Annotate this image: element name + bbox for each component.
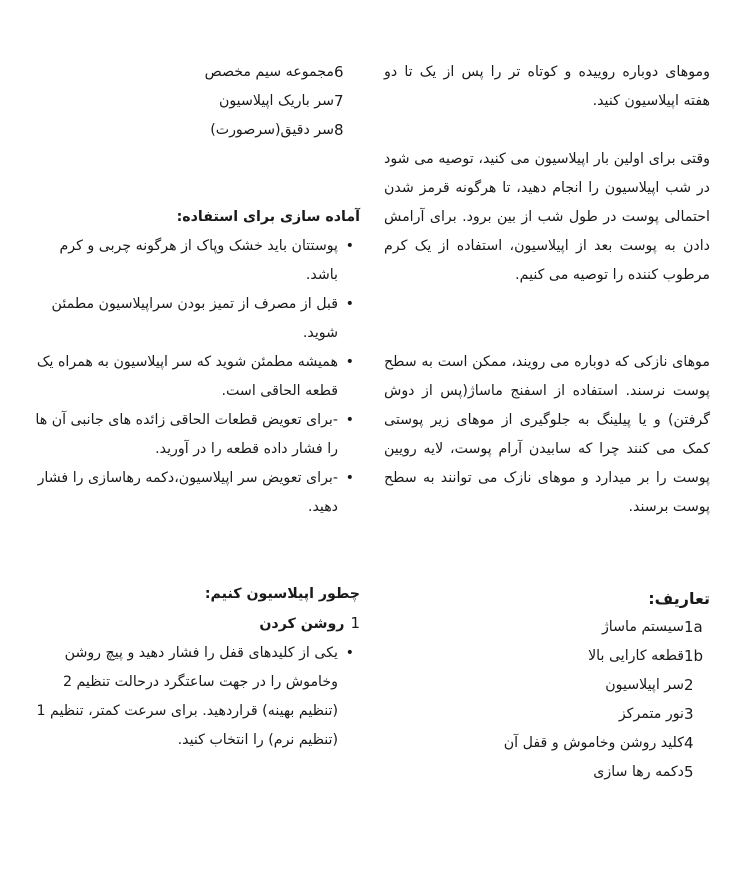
- left-column: [28, 58, 360, 755]
- list-item: 1a سیستم ماساژ: [601, 618, 703, 636]
- preparation-list: [28, 232, 360, 522]
- list-item: 5 دکمه رها سازی: [593, 763, 694, 781]
- first-use-paragraph: وقتی برای اولین بار اپیلاسیون می کنید، توصیه می شود در شب اپیلاسیون را انجام دهید، تا هرگونه قرمز شدن احتمالی پوست در طول شب از بین برود. برای آرامش دادن به پوست بعد از اپیلاسیون، استفاده از یک کرم مرطوب کننده را توصیه می کنیم.: [384, 151, 710, 283]
- list-item: 2 سر اپیلاسیون: [605, 676, 694, 694]
- step-1-title: 1روشن کردن: [259, 614, 360, 632]
- step-1-list: [28, 639, 360, 755]
- definitions-list-continued: [28, 58, 360, 145]
- list-item: 6 مجموعه سیم مخصص: [204, 63, 344, 81]
- step-number: 1: [350, 614, 360, 632]
- preparation-heading: آماده سازی برای استفاده:: [176, 209, 360, 225]
- list-item: 4 کلید روشن وخاموش و قفل آن: [503, 734, 694, 752]
- how-to-heading: چطور اپیلاسیون کنیم:: [204, 586, 360, 602]
- list-item: 7 سر باریک اپیلاسیون: [218, 92, 344, 110]
- definitions-heading: تعاریف:: [648, 589, 710, 608]
- list-item: • پوستتان باید خشک وپاک از هرگونه چربی و کرم باشد.: [28, 232, 360, 290]
- list-item: • یکی از کلیدهای قفل را فشار دهید و پیچ روشن وخاموش را در جهت ساعتگرد درحالت تنظیم 2 (تنظیم بهینه) قراردهید. برای سرعت کمتر، تنظیم 1 (تنظیم نرم) را انتخاب کنید.: [28, 639, 360, 755]
- list-item: • -برای تعویض قطعات الحاقی زائده های جانبی آن ها را فشار داده قطعه را در آورید.: [28, 406, 360, 464]
- right-column: [384, 58, 710, 787]
- ingrown-hair-paragraph: موهای نازکی که دوباره می رویند، ممکن است به سطح پوست نرسند. استفاده از اسفنج ماساژ(پس از دوش گرفتن) و یا پیلینگ به جلوگیری از موهای زیر پوستی کمک می کنند چرا که سابیدن آرام پوست، لایه رویین پوست را بر میدارد و موهای نازک می توانند به سطح پوست برسند.: [384, 354, 710, 515]
- definitions-list: [384, 613, 710, 787]
- list-item: 8 سر دقیق(سرصورت): [210, 121, 344, 139]
- list-item: 1b قطعه کارایی بالا: [588, 647, 704, 665]
- list-item: 3 نور متمرکز: [618, 705, 694, 723]
- intro-paragraph: وموهای دوباره روییده و کوتاه تر را پس از یک تا دو هفته اپیلاسیون کنید.: [384, 64, 710, 109]
- list-item: • -برای تعویض سر اپیلاسیون،دکمه رهاسازی را فشار دهید.: [28, 464, 360, 522]
- list-item: • قبل از مصرف از تمیز بودن سراپیلاسیون مطمئن شوید.: [28, 290, 360, 348]
- list-item: • همیشه مطمئن شوید که سر اپیلاسیون به همراه یک قطعه الحاقی است.: [28, 348, 360, 406]
